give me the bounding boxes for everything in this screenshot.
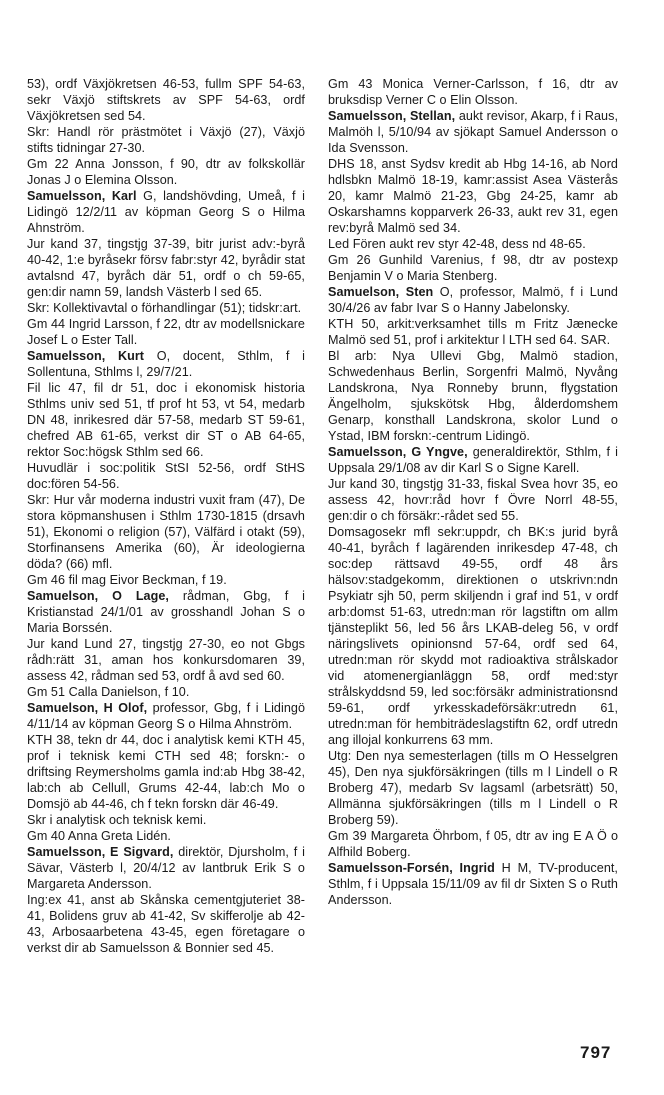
entry-text: Jur kand 30, tingstjg 31-33, fiskal Svea hovr 35, eo assess 42, hovr:råd hovr f Övre Norrl 48-55, gen:dir o ch försäkr:-rådet sed 55. bbox=[328, 477, 618, 523]
paragraph bbox=[328, 748, 618, 828]
paragraph bbox=[328, 236, 618, 252]
paragraph bbox=[328, 828, 618, 860]
entry-name: Samuelson, Sten bbox=[328, 285, 434, 299]
paragraph bbox=[27, 636, 305, 684]
paragraph bbox=[27, 188, 305, 236]
paragraph bbox=[27, 76, 305, 124]
paragraph bbox=[27, 700, 305, 732]
entry-text: Gm 46 fil mag Eivor Beckman, f 19. bbox=[27, 573, 227, 587]
entry-text: Gm 44 Ingrid Larsson, f 22, dtr av modellsnickare Josef L o Ester Tall. bbox=[27, 317, 305, 347]
paragraph bbox=[27, 732, 305, 812]
entry-name: Samuelson, O Lage, bbox=[27, 589, 169, 603]
paragraph bbox=[27, 572, 305, 588]
entry-text: Gm 51 Calla Danielson, f 10. bbox=[27, 685, 190, 699]
page-number: 797 bbox=[580, 1043, 612, 1062]
entry-text: generaldirektör, Sthlm, f i Uppsala 29/1/08 av dir Karl S o Signe Karell. bbox=[328, 445, 618, 475]
paragraph bbox=[27, 812, 305, 828]
right-column bbox=[328, 76, 618, 908]
entry-text: Fil lic 47, fil dr 51, doc i ekonomisk historia Sthlms univ sed 51, tf prof ht 53, vt 54, medarb DN 48, inrikesred där 57-58, medarb ST 59-61, chefred AB 61-65, verkst dir ST o AB 64-65, rektor Soc:högsk Sthlm sed 66. bbox=[27, 381, 305, 459]
paragraph bbox=[328, 156, 618, 236]
entry-name: Samuelsson, Stellan, bbox=[328, 109, 456, 123]
entry-name: Samuelson, H Olof, bbox=[27, 701, 148, 715]
entry-text: Gm 39 Margareta Öhrbom, f 05, dtr av ing E A Ö o Alfhild Boberg. bbox=[328, 829, 618, 859]
paragraph bbox=[328, 524, 618, 748]
entry-name: Samuelsson, E Sigvard, bbox=[27, 845, 174, 859]
entry-name: Samuelsson-Forsén, Ingrid bbox=[328, 861, 495, 875]
entry-text: professor, Gbg, f i Lidingö 4/11/14 av köpman Georg S o Hilma Ahnström. bbox=[27, 701, 305, 731]
paragraph bbox=[27, 380, 305, 460]
entry-text: Jur kand Lund 27, tingstjg 27-30, eo not Gbgs rådh:rätt 31, aman hos konkursdomaren 39, assess 42, rådman sed 53, ordf å avd sed 60. bbox=[27, 637, 305, 683]
paragraph bbox=[27, 124, 305, 156]
left-column bbox=[27, 76, 305, 956]
entry-text: Gm 43 Monica Verner-Carlsson, f 16, dtr av bruksdisp Verner C o Elin Olsson. bbox=[328, 77, 618, 107]
entry-text: G, landshövding, Umeå, f i Lidingö 12/2/11 av köpman Georg S o Hilma Ahnström. bbox=[27, 189, 305, 235]
entry-text: H M, TV-producent, Sthlm, f i Uppsala 15/11/09 av fil dr Sixten S o Ruth Andersson. bbox=[328, 861, 618, 907]
entry-text: Skr i analytisk och teknisk kemi. bbox=[27, 813, 207, 827]
entry-text: KTH 38, tekn dr 44, doc i analytisk kemi KTH 45, prof i teknisk kemi CTH sed 48; forskn:- o driftsing Reymersholms gamla ind:ab Hbg 38-42, lab:ch ab Cellull, Grums 42-44, lab:ch Mo o Domsjö ab 44-46, ch f tekn forskn där 46-49. bbox=[27, 733, 305, 811]
entry-name: Samuelsson, Kurt bbox=[27, 349, 145, 363]
entry-text: Skr: Handl rör prästmötet i Växjö (27), Växjö stifts tidningar 27-30. bbox=[27, 125, 305, 155]
paragraph bbox=[328, 76, 618, 108]
entry-text: aukt revisor, Akarp, f i Raus, Malmöh l, 5/10/94 av sjökapt Samuel Andersson o Ida Svensson. bbox=[328, 109, 618, 155]
paragraph bbox=[27, 236, 305, 300]
paragraph bbox=[328, 444, 618, 476]
paragraph bbox=[27, 460, 305, 492]
entry-name: Samuelsson, G Yngve, bbox=[328, 445, 468, 459]
entry-text: O, professor, Malmö, f i Lund 30/4/26 av fabr Ivar S o Hanny Jabelonsky. bbox=[328, 285, 618, 315]
paragraph bbox=[328, 284, 618, 316]
entry-text: Skr: Kollektivavtal o förhandlingar (51); tidskr:art. bbox=[27, 301, 302, 315]
entry-text: Gm 22 Anna Jonsson, f 90, dtr av folkskollär Jonas J o Elemina Olsson. bbox=[27, 157, 305, 187]
entry-text: Jur kand 37, tingstjg 37-39, bitr jurist adv:-byrå 40-42, 1:e byråsekr försv fabr:styr 42, byrådir stat avtalsnd 47, byråch där 51, ordf o ch 59-65, gen:dir namn 59, landsh Västerb l sed 65. bbox=[27, 237, 305, 299]
paragraph bbox=[328, 252, 618, 284]
paragraph bbox=[328, 476, 618, 524]
entry-text: Domsagosekr mfl sekr:uppdr, ch BK:s jurid byrå 40-41, byråch f lagärenden inrikesdep 47-48, ch soc:dep rättsavd 49-55, ordf 48 års hälsov:stadgekomm, direktionen o utskrivn:ndn Psykiatr sjh 50, perm skiljendn i graf ind 51, v ordf arb:domst 51-63, utredn:man rör lagstiftn om allm tjänsteplikt 56, led 56 års LKAB-deleg 56, v ordf näringslivets opinionsnd 57-64, ordf sed 64, utredn:man rör skydd mot radioaktiva strålskador vid atomenergianläggn 58, ordf med:styr strålskyddsnd 59, led soc:försäkr administrationsnd 59-61, ordf yrkesskadeförsäkr:utredn 61, utredn:man för hembiträdeslagstiftn 62, ordf utredn ang illojal konkurrens 63 mm. bbox=[328, 525, 618, 747]
paragraph bbox=[328, 860, 618, 908]
paragraph bbox=[27, 828, 305, 844]
paragraph bbox=[27, 492, 305, 572]
entry-text: Led Fören aukt rev styr 42-48, dess nd 48-65. bbox=[328, 237, 586, 251]
paragraph bbox=[27, 316, 305, 348]
entry-text: DHS 18, anst Sydsv kredit ab Hbg 14-16, ab Nord hdlsbkn Malmö 18-19, kamr:assist Asea Västerås 20, kamr Malmö 21-23, Gbg 24-25, kamr ab Oskarshamns kopparverk 26-33, aukt rev 31, egen rev:byrå Malmö sed 34. bbox=[328, 157, 618, 235]
entry-text: Gm 26 Gunhild Varenius, f 98, dtr av postexp Benjamin V o Maria Stenberg. bbox=[328, 253, 618, 283]
entry-text: O, docent, Sthlm, f i Sollentuna, Sthlms l, 29/7/21. bbox=[27, 349, 305, 379]
entry-text: Ing:ex 41, anst ab Skånska cementgjuteriet 38-41, Bolidens gruv ab 41-42, Sv skifferolje ab 42-43, Arbosaarbetena 43-45, egen företagare o verkst dir ab Samuelsson & Bonnier sed 45. bbox=[27, 893, 305, 955]
entry-text: rådman, Gbg, f i Kristianstad 24/1/01 av grosshandl Johan S o Maria Borssén. bbox=[27, 589, 305, 635]
paragraph bbox=[27, 156, 305, 188]
entry-text: Gm 40 Anna Greta Lidén. bbox=[27, 829, 171, 843]
paragraph bbox=[328, 316, 618, 348]
paragraph bbox=[27, 684, 305, 700]
paragraph bbox=[27, 300, 305, 316]
paragraph bbox=[27, 588, 305, 636]
paragraph bbox=[27, 892, 305, 956]
entry-text: Skr: Hur vår moderna industri vuxit fram (47), De stora köpmanshusen i Sthlm 1730-1815 (drsavh 51), Ekonomi o religion (57), Välfärd i otakt (59), Storfinansens Amerika (60), Är ideologierna döda? (66) mfl. bbox=[27, 493, 305, 571]
entry-text: Bl arb: Nya Ullevi Gbg, Malmö stadion, Schwedenhaus Berlin, Sorgenfri Malmö, Nyvång Landskrona, Nya Ronneby brunn, flygstation Ängelholm, sjukskötsk Hbg, ålderdomshem Genarp, konsthall Landskrona, skolor Lund o Ystad, IBM forskn:-centrum Lidingö. bbox=[328, 349, 618, 443]
entry-text: Huvudlär i soc:politik StSI 52-56, ordf StHS doc:fören 54-56. bbox=[27, 461, 305, 491]
entry-text: direktör, Djursholm, f i Sävar, Västerb l, 20/4/12 av lantbruk Erik S o Margareta Andersson. bbox=[27, 845, 305, 891]
entry-text: 53), ordf Växjökretsen 46-53, fullm SPF 54-63, sekr Växjö stiftskrets av SPF 54-63, ordf Växjökretsen sed 54. bbox=[27, 77, 305, 123]
paragraph bbox=[27, 348, 305, 380]
entry-text: KTH 50, arkit:verksamhet tills m Fritz Jænecke Malmö sed 51, prof i arkitektur l LTH sed 64. SAR. bbox=[328, 317, 618, 347]
paragraph bbox=[328, 108, 618, 156]
paragraph bbox=[27, 844, 305, 892]
entry-text: Utg: Den nya semesterlagen (tills m O Hesselgren 45), Den nya sjukförsäkringen (tills m l Lindell o R Broberg 47), medarb Sv lagsaml (arbetsrätt) 50, Allmänna sjukförsäkringen (tills m l Lindell o R Broberg 59). bbox=[328, 749, 618, 827]
paragraph bbox=[328, 348, 618, 444]
entry-name: Samuelsson, Karl bbox=[27, 189, 137, 203]
